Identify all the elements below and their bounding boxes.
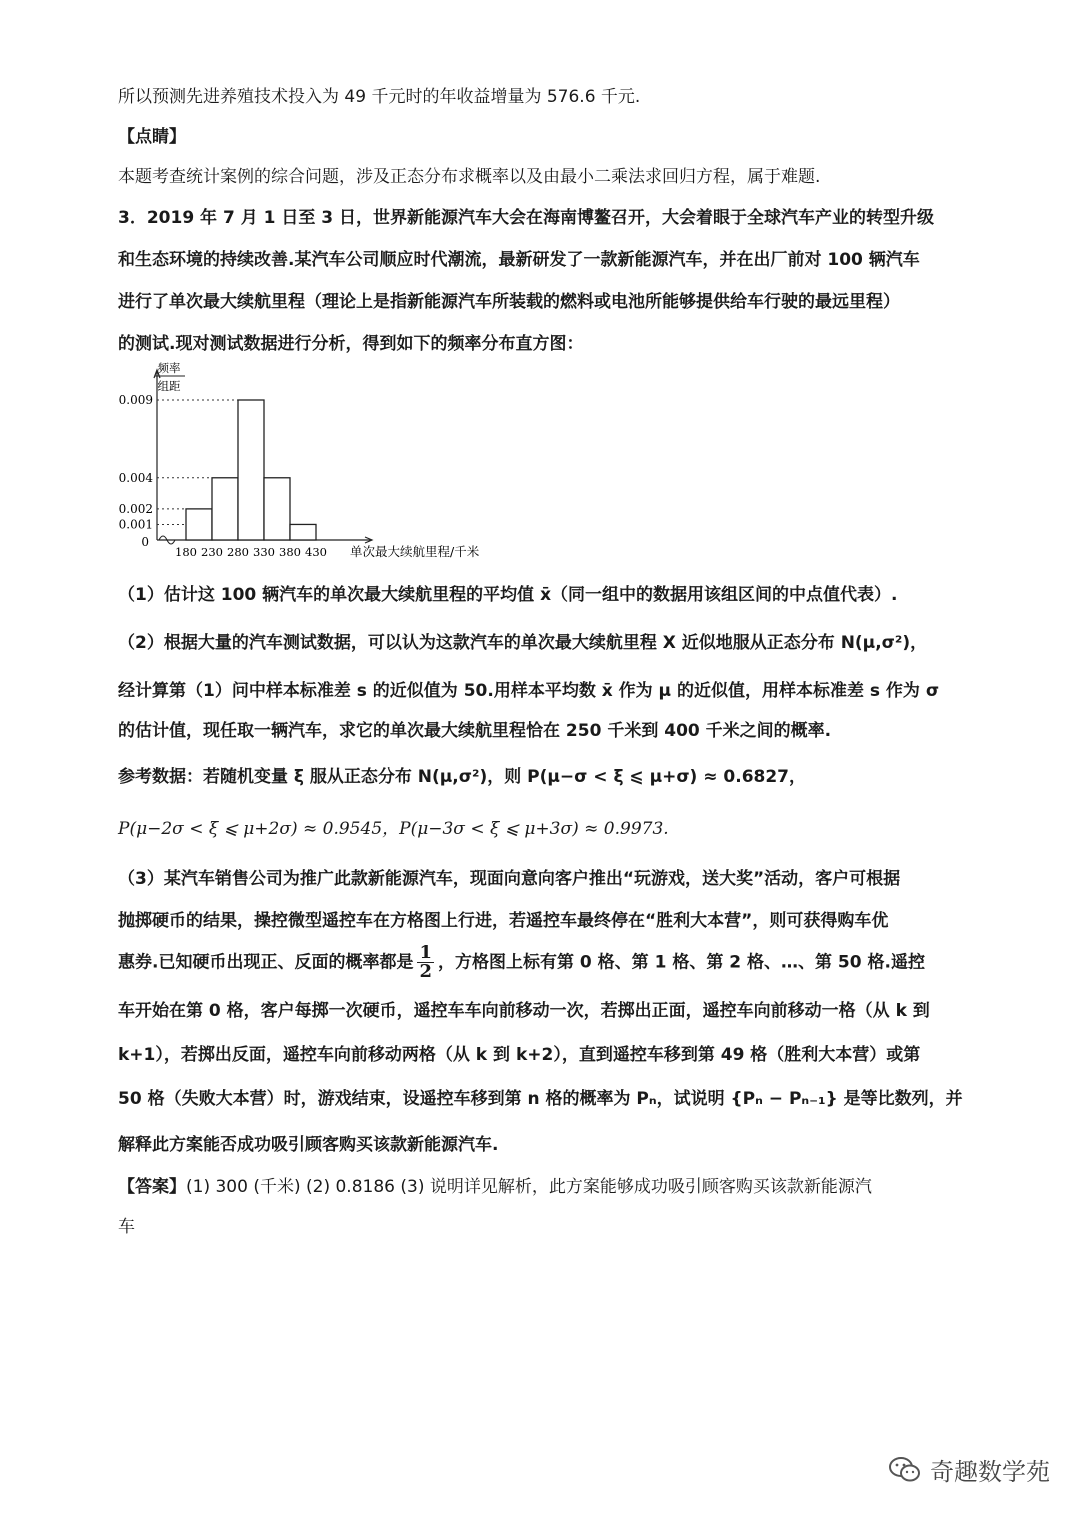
one-half-fraction xyxy=(417,944,434,981)
text-line-3: 本题考查统计案例的综合问题，涉及正态分布求概率以及由最小二乘法求回归方程，属于难题. xyxy=(118,167,821,187)
q3-text-after-fraction: ，方格图上标有第 0 格、第 1 格、第 2 格、…、第 50 格.遥控 xyxy=(438,952,925,973)
y-axis-label-top: 频率 xyxy=(157,361,181,375)
answer-tag: 【答案】 xyxy=(118,1177,186,1197)
question-2-line-1: （2）根据大量的汽车测试数据，可以认为这款汽车的单次最大续航里程 X 近似地服从正态分布 N(μ,σ²)， xyxy=(118,633,928,653)
dianjing-heading: 【点睛】 xyxy=(118,127,186,147)
x-axis-label: 单次最大续航里程/千米 xyxy=(350,544,480,559)
y-tick-label: 0.002 xyxy=(118,501,153,516)
question-3-line-2: 抛掷硬币的结果，操控微型遥控车在方格图上行进，若遥控车最终停在“胜利大本营”，则可获得购车优 xyxy=(118,911,889,931)
question-3-line-6: 50 格（失败大本营）时，游戏结束，设遥控车移到第 n 格的概率为 Pₙ，试说明 {Pₙ − Pₙ₋₁} 是等比数列，并 xyxy=(118,1089,963,1109)
answer-line-2: 车 xyxy=(118,1217,135,1237)
watermark xyxy=(888,1452,1050,1487)
histogram-bar xyxy=(290,524,316,540)
x-tick-label: 280 xyxy=(227,545,249,559)
x-tick-label: 380 xyxy=(279,545,301,559)
question-3-line-5: k+1），若掷出反面，遥控车向前移动两格（从 k 到 k+2），直到遥控车移到第 49 格（胜利大本营）或第 xyxy=(118,1045,921,1065)
x-tick-label: 430 xyxy=(305,545,327,559)
question-2-line-2: 经计算第（1）问中样本标准差 s 的近似值为 50.用样本平均数 x̄ 作为 μ 的近似值，用样本标准差 s 作为 σ xyxy=(118,681,940,701)
reference-data-line-2: P(μ−2σ < ξ ⩽ μ+2σ) ≈ 0.9545，P(μ−3σ < ξ ⩽ μ+3σ) ≈ 0.9973. xyxy=(118,819,669,839)
histogram-bar xyxy=(212,478,238,540)
y-tick-label: 0.009 xyxy=(118,393,153,407)
wechat-icon xyxy=(888,1455,922,1485)
problem-3-line-4: 的测试.现对测试数据进行分析，得到如下的频率分布直方图： xyxy=(118,334,584,354)
histogram-bars xyxy=(186,400,316,540)
histogram-bar xyxy=(186,509,212,540)
question-3-line-4: 车开始在第 0 格，客户每掷一次硬币，遥控车车向前移动一次，若掷出正面，遥控车向前移动一格（从 k 到 xyxy=(118,1001,930,1021)
problem-3-line-2: 和生态环境的持续改善.某汽车公司顺应时代潮流，最新研发了一款新能源汽车，并在出厂前对 100 辆汽车 xyxy=(118,250,920,270)
question-3-line-1: （3）某汽车销售公司为推广此款新能源汽车，现面向意向客户推出“玩游戏，送大奖”活动，客户可根据 xyxy=(118,869,901,889)
problem-3-line-1: 3．2019 年 7 月 1 日至 3 日，世界新能源汽车大会在海南博鳌召开，大会着眼于全球汽车产业的转型升级 xyxy=(118,208,935,228)
answer-text: (1) 300 (千米) (2) 0.8186 (3) 说明详见解析，此方案能够成功吸引顾客购买该款新能源汽 xyxy=(186,1177,872,1197)
origin-label: 0 xyxy=(141,535,149,549)
watermark-text: 奇趣数学苑 xyxy=(930,1458,1050,1486)
problem-3-line-3: 进行了单次最大续航里程（理论上是指新能源汽车所装载的燃料或电池所能够提供给车行驶的最远里程） xyxy=(118,292,900,312)
reference-data-line-1: 参考数据：若随机变量 ξ 服从正态分布 N(μ,σ²)，则 P(μ−σ < ξ ⩽ μ+σ) ≈ 0.6827， xyxy=(118,767,807,787)
frequency-histogram xyxy=(110,360,530,560)
x-tick-label: 180 xyxy=(175,545,197,559)
q3-text-before-fraction: 惠券.已知硬币出现正、反面的概率都是 xyxy=(118,952,414,973)
histogram-bar xyxy=(264,478,290,540)
answer-line xyxy=(118,1172,872,1197)
question-2-line-3: 的估计值，现任取一辆汽车，求它的单次最大续航里程恰在 250 千米到 400 千米之间的概率. xyxy=(118,721,832,741)
question-3-line-3 xyxy=(118,944,925,981)
x-tick-label: 230 xyxy=(201,545,223,559)
y-tick-label: 0.001 xyxy=(118,517,153,532)
question-1: （1）估计这 100 辆汽车的单次最大续航里程的平均值 x̄（同一组中的数据用该组区间的中点值代表）. xyxy=(118,585,898,605)
fraction-numerator: 1 xyxy=(419,942,432,963)
x-tick-label: 330 xyxy=(253,545,275,559)
y-tick-label: 0.004 xyxy=(118,470,153,485)
histogram-bar xyxy=(238,400,264,540)
question-3-line-7: 解释此方案能否成功吸引顾客购买该款新能源汽车. xyxy=(118,1135,499,1155)
y-axis-label-bottom: 组距 xyxy=(157,379,181,393)
fraction-denominator: 2 xyxy=(419,961,432,982)
text-line-1: 所以预测先进养殖技术投入为 49 千元时的年收益增量为 576.6 千元. xyxy=(118,87,641,107)
